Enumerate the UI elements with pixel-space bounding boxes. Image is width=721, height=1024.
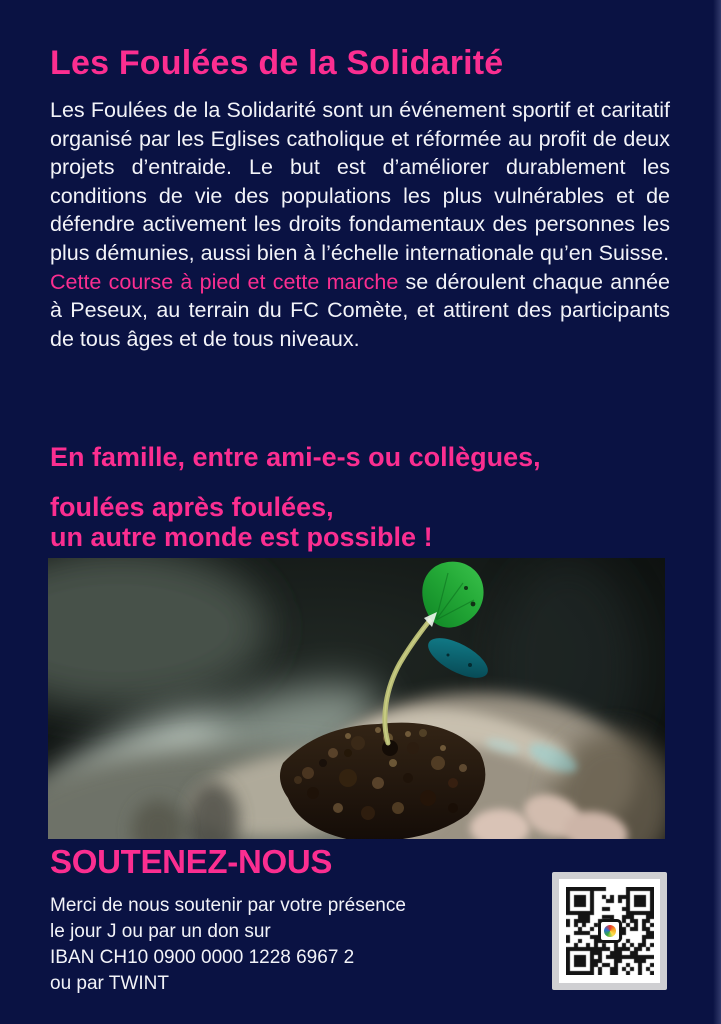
slogan-line-3: un autre monde est possible !	[50, 522, 433, 552]
intro-paragraph-1-text: Les Foulées de la Solidarité sont un événement sportif et caritatif organisé par les Eglises catholique et réformée au profit de deux projets d’entraide. Le but est d’améliorer durablement les conditions de vie des populations les plus vulnérables et de défendre activement les droits fondamentaux des personnes les plus démunies, aussi bien à l’échelle internationale qu’en Suisse.	[50, 98, 670, 265]
intro-paragraph-2-text: se déroulent chaque année à Peseux, au terrain du FC Comète, et attirent des participants de tous âges et de tous niveaux.	[50, 269, 670, 351]
support-text	[50, 893, 530, 997]
support-heading: SOUTENEZ-NOUS	[50, 843, 333, 880]
photo-hands-seedling	[48, 558, 665, 839]
qr-code-inner	[559, 879, 660, 983]
intro-block	[50, 96, 670, 353]
qr-center-logo-icon	[598, 919, 622, 943]
support-line-iban: IBAN CH10 0900 0000 1228 6967 2	[50, 947, 355, 968]
photo-hands-seedling-svg	[48, 558, 665, 839]
qr-code	[552, 872, 667, 990]
page-edge-highlight	[713, 0, 721, 1024]
slogan-line-1: En famille, entre ami-e-s ou collègues,	[50, 442, 541, 472]
slogan-line-2: foulées après foulées,	[50, 492, 334, 522]
intro-paragraph-1	[50, 96, 670, 268]
support-line-twint: ou par TWINT	[50, 973, 169, 994]
intro-paragraph-2	[50, 268, 670, 354]
slogan	[50, 442, 541, 552]
support-line-don: le jour J ou par un don sur	[50, 921, 271, 942]
highlight-text: Cette course à pied et cette marche	[50, 269, 399, 294]
support-line-presence: Merci de nous soutenir par votre présence	[50, 895, 406, 916]
qr-logo-colorwheel-icon	[604, 925, 616, 937]
page-title: Les Foulées de la Solidarité	[50, 44, 504, 82]
